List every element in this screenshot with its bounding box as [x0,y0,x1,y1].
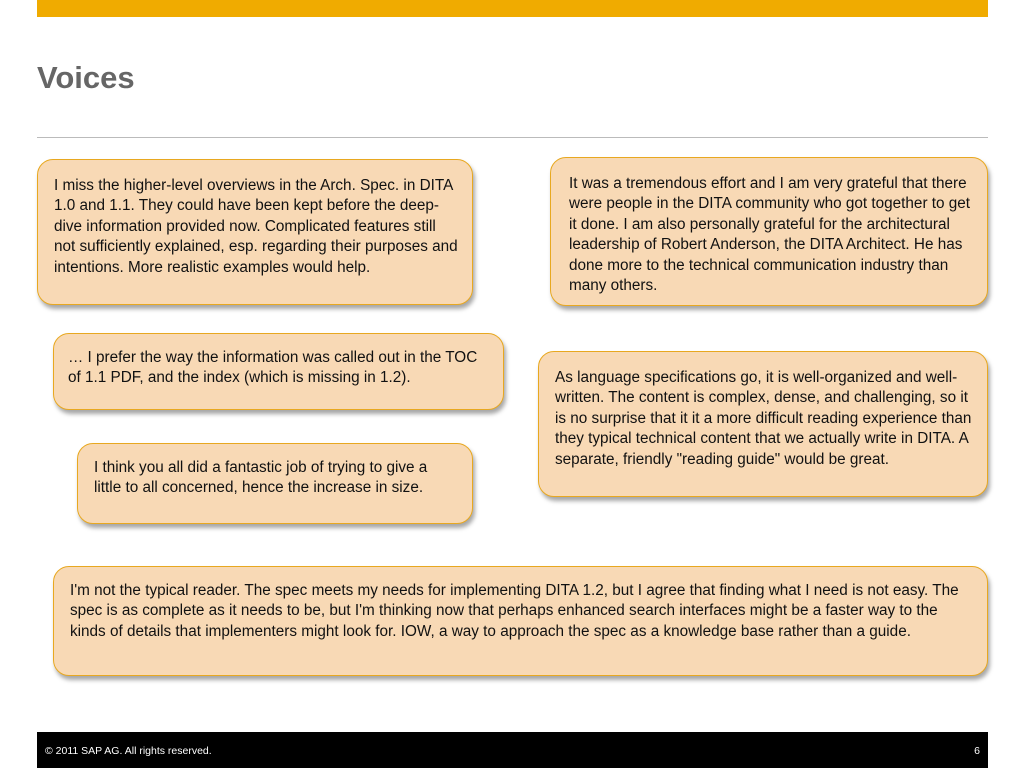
top-accent-bar [37,0,988,17]
quote-box: I think you all did a fantastic job of trying to give a little to all concerned, hence the increase in size. [77,443,473,524]
divider [37,137,988,138]
page-title: Voices [37,60,135,95]
footer [37,732,988,768]
quote-box: I miss the higher-level overviews in the Arch. Spec. in DITA 1.0 and 1.1. They could have been kept before the deep-dive information provided now. Complicated features still not sufficiently explained, esp. regarding their purposes and intentions. More realistic examples would help. [37,159,473,305]
copyright: © 2011 SAP AG. All rights reserved. [45,745,212,757]
quote-box: … I prefer the way the information was called out in the TOC of 1.1 PDF, and the index (which is missing in 1.2). [53,333,504,410]
quote-box: I'm not the typical reader. The spec meets my needs for implementing DITA 1.2, but I agree that finding what I need is not easy. The spec is as complete as it needs to be, but I'm thinking now that perhaps enhanced search interfaces might be a faster way to the kinds of details that implementers might look for. IOW, a way to approach the spec as a knowledge base rather than a guide. [53,566,988,676]
page-number: 6 [974,745,980,757]
quote-box: As language specifications go, it is well-organized and well-written. The content is complex, dense, and challenging, so it is no surprise that it it a more difficult reading experience than they typical technical content that we actually write in DITA. A separate, friendly "reading guide" would be great. [538,351,988,497]
quote-box: It was a tremendous effort and I am very grateful that there were people in the DITA community who got together to get it done. I am also personally grateful for the architectural leadership of Robert Anderson, the DITA Architect. He has done more to the technical communication industry than many others. [550,157,988,306]
